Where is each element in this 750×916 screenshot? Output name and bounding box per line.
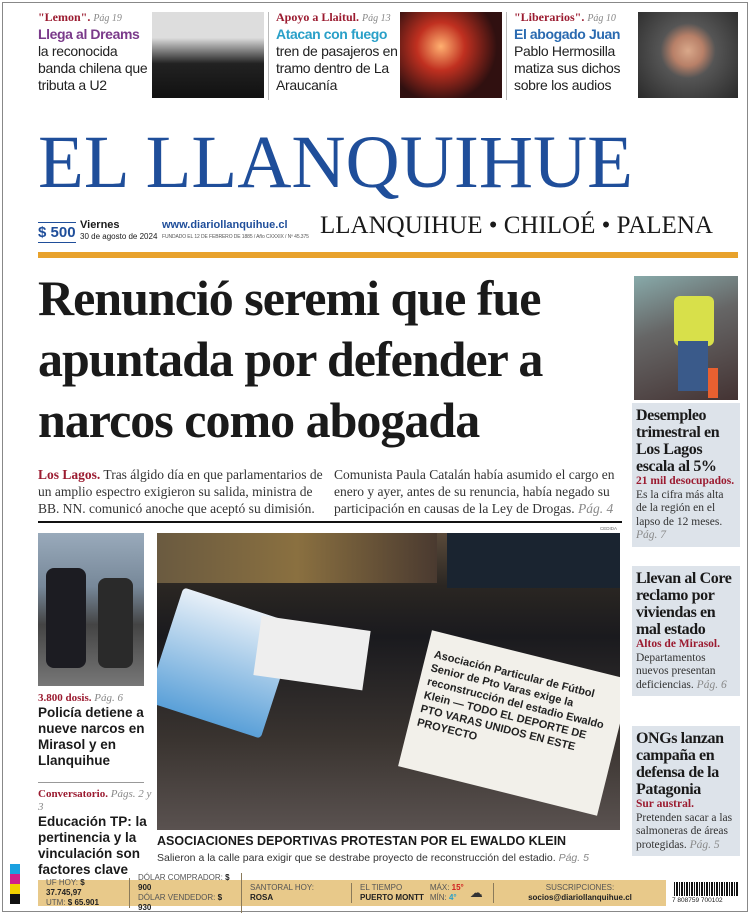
teaser-text: la reconocida banda chilena que tributa a U2	[38, 43, 148, 93]
story-title: ONGs lanzan campaña en defensa de la Patagonia	[636, 730, 724, 798]
story-kicker: Altos de Mirasol.	[636, 638, 721, 650]
cloud-sun-icon: ☁	[469, 885, 483, 900]
masthead-logo: EL LLANQUIHUE	[38, 121, 633, 204]
worker-photo	[634, 276, 738, 400]
story-title: Educación TP: la pertinencia y la vinculación son factores clave	[38, 814, 147, 877]
orange-rule	[38, 252, 738, 258]
story-kicker: 3.800 dosis.	[38, 692, 92, 704]
page-ref: Págs. 2 y 3	[38, 788, 152, 813]
story-narcos[interactable]	[38, 692, 154, 769]
page-ref: Pág. 5	[558, 852, 589, 864]
story-title: Llevan al Core reclamo por viviendas en mal estado	[636, 570, 732, 638]
lead-text: Tras álgido día en que parlamentarios de un amplio espectro exigieron su salida, ministra de BB. NN. comunicó anoche que aceptó su dimisión.	[38, 467, 323, 516]
subscriptions-email[interactable]: socios@diariollanquihue.cl	[528, 893, 632, 902]
teaser-title: Atacan con fuego	[276, 26, 388, 42]
story-text: Es la cifra más alta de la región en el lapso de 12 meses.	[636, 488, 724, 528]
date: 30 de agosto de 2024	[80, 232, 158, 241]
lead-text: Comunista Paula Catalán había asumido el cargo en enero y ayer, antes de su renuncia, había negado su participación en causas de la Ley de Drogas.	[334, 467, 615, 516]
teaser-text: tren de pasajeros en tramo dentro de La Araucanía	[276, 43, 398, 93]
dolar-comprador: $ 900	[138, 873, 230, 892]
band-photo	[152, 12, 264, 98]
caption-text: Salieron a la calle para exigir que se destrabe proyecto de reconstrucción del estadio.	[157, 852, 556, 864]
price: $ 500	[38, 224, 76, 241]
lead-left	[38, 466, 323, 517]
story-kicker: Conversatorio.	[38, 788, 108, 800]
utm-value: $ 65.901	[67, 898, 99, 907]
story-kicker: Sur austral.	[636, 798, 694, 810]
page-ref: Pág. 6	[696, 678, 727, 691]
teaser-kicker: Apoyo a Llaitul.	[276, 10, 360, 24]
story-title: Desempleo trimestral en Los Lagos escala al 5%	[636, 407, 720, 475]
info-bar: UF HOY: $ 37.745,97 UTM: $ 65.901 DÓLAR COMPRADOR: $ 900 DÓLAR VENDEDOR: $ 930 SANTORAL HOY: ROSA EL TIEMPO PUERTO MONTT MÁX: 15° MÍN: 4° ☁ SUSCRIPCIONES: socios@diariollanquihue.cl	[38, 880, 666, 906]
page-ref: Pág. 5	[689, 838, 720, 851]
page-ref: Pág. 4	[578, 501, 614, 516]
teaser-train[interactable]	[276, 10, 398, 94]
teaser-page: Pág 10	[587, 13, 616, 24]
santoral: ROSA	[250, 893, 274, 902]
protest-banner: Asociación Particular de Fútbol Senior de Pto Varas exige la reconstrucción del estadio Ewaldo Klein — TODO EL DEPORTE DE PTO VARAS UNIDOS EN ESTE PROYECTO	[398, 630, 620, 815]
photo-caption	[157, 852, 625, 864]
weather-city: PUERTO MONTT	[360, 893, 424, 902]
story-kicker: 21 mil desocupados.	[636, 475, 735, 487]
police-photo	[38, 533, 144, 686]
founded-info: FUNDADO EL 12 DE FEBRERO DE 1885 / Año CXXXIX / Nº 45.375	[162, 234, 309, 240]
story-core[interactable]	[632, 566, 740, 696]
story-ongs[interactable]	[632, 726, 740, 856]
website-link[interactable]: www.diariollanquihue.cl	[162, 219, 288, 231]
photo-credit: CEDIDA	[600, 526, 618, 531]
photo-caption-title: ASOCIACIONES DEPORTIVAS PROTESTAN POR EL EWALDO KLEIN	[157, 834, 567, 848]
teaser-title: El abogado Juan	[514, 26, 621, 42]
main-headline[interactable]: Renunció seremi que fue apuntada por defender a narcos como abogada	[38, 270, 543, 448]
page-ref: Pág. 7	[636, 529, 667, 541]
dolar-vendedor: $ 930	[138, 893, 223, 912]
teaser-title: Llega al Dreams	[38, 26, 140, 42]
fire-photo	[400, 12, 502, 98]
teaser-page: Pág 13	[362, 13, 391, 24]
story-title: Policía detiene a nueve narcos en Mirasol y en Llanquihue	[38, 705, 145, 768]
lead-right	[334, 466, 624, 517]
teaser-text: Pablo Hermosilla matiza sus dichos sobre los audios	[514, 43, 621, 93]
page-ref: Pág. 6	[94, 692, 123, 704]
story-text: Departamentos nuevos presentan deficiencias.	[636, 651, 716, 691]
temp-max: 15°	[451, 883, 464, 892]
rule	[38, 521, 622, 523]
barcode	[674, 882, 738, 896]
barcode-number: 7 808759 700102	[672, 897, 723, 904]
story-desempleo[interactable]	[632, 403, 740, 547]
teaser-page: Pág 19	[93, 13, 122, 24]
story-educacion[interactable]	[38, 788, 154, 878]
regions: LLANQUIHUE • CHILOÉ • PALENA	[320, 212, 713, 239]
lead-kicker: Los Lagos.	[38, 467, 101, 482]
teaser-hermosilla[interactable]	[514, 10, 636, 94]
story-text: Pretenden sacar a las salmoneras de áreas protegidas.	[636, 811, 733, 851]
temp-min: 4°	[448, 893, 457, 902]
teaser-kicker: "Lemon".	[38, 10, 91, 24]
teaser-lemon[interactable]	[38, 10, 151, 94]
teaser-kicker: "Liberarios".	[514, 10, 585, 24]
hermosilla-photo	[638, 12, 738, 98]
weekday: Viernes	[80, 219, 120, 231]
uf-value: $ 37.745,97	[46, 878, 85, 897]
protest-photo	[157, 533, 620, 830]
